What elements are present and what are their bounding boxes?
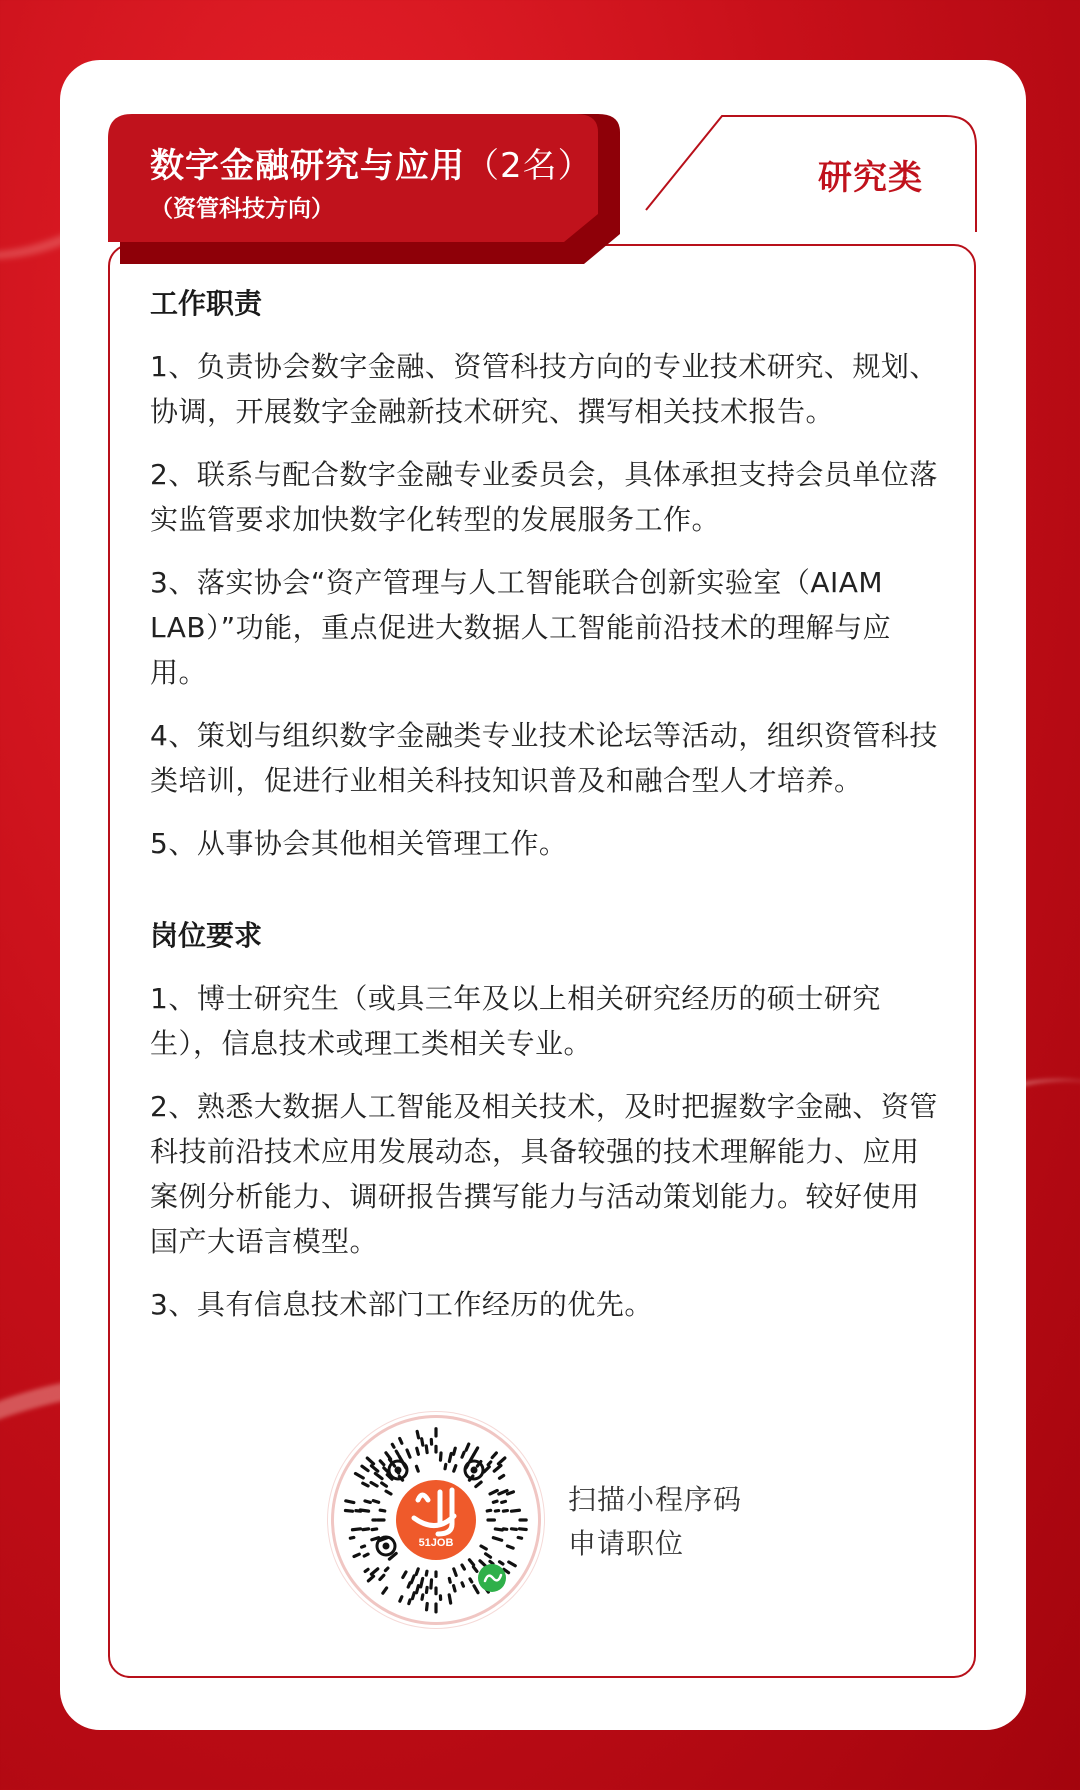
qr-module xyxy=(417,1448,419,1454)
qr-module xyxy=(462,1565,464,1569)
qr-module xyxy=(382,1483,387,1486)
job-title-text: 数字金融研究与应用 xyxy=(150,146,465,186)
qr-module xyxy=(476,1482,481,1486)
qr-module xyxy=(511,1510,519,1511)
qr-module xyxy=(412,1593,414,1599)
job-subtitle: （资管科技方向） xyxy=(150,196,334,222)
qr-module xyxy=(364,1554,368,1556)
qr-module xyxy=(498,1458,504,1464)
qr-module xyxy=(354,1554,359,1556)
qr-module xyxy=(449,1453,451,1461)
qr-module xyxy=(375,1473,382,1478)
qr-module xyxy=(380,1461,384,1465)
qr-module xyxy=(372,1529,377,1530)
qr-module xyxy=(507,1546,513,1548)
qr-module xyxy=(383,1588,387,1593)
qr-module xyxy=(416,1569,418,1575)
category-tag: 研究类 xyxy=(818,158,923,198)
qr-module xyxy=(449,1578,450,1582)
qr-module xyxy=(481,1546,486,1549)
qr-finder-dot xyxy=(395,1467,402,1474)
job-title xyxy=(150,138,593,187)
qr-module xyxy=(345,1510,352,1511)
qr-module xyxy=(486,1554,491,1557)
qr-module xyxy=(494,1466,501,1472)
mini-program-qr-code[interactable] xyxy=(334,1418,538,1622)
qr-module xyxy=(407,1450,410,1457)
qr-module xyxy=(492,1453,496,1458)
qr-module xyxy=(372,1538,379,1540)
qr-module xyxy=(480,1561,486,1566)
qr-module xyxy=(373,1501,378,1503)
qr-module xyxy=(469,1560,473,1565)
qr-module xyxy=(509,1562,516,1566)
qr-module xyxy=(449,1595,450,1603)
qr-module xyxy=(362,1466,368,1470)
qr-pattern xyxy=(334,1418,538,1622)
qr-module xyxy=(422,1595,423,1599)
qr-module xyxy=(416,1466,418,1471)
qr-module xyxy=(363,1483,368,1486)
qr-module xyxy=(499,1562,502,1564)
qr-module xyxy=(352,1529,360,1530)
qr-module xyxy=(386,1491,391,1494)
qr-module xyxy=(356,1511,361,1512)
responsibility-item: 5、从事协会其他相关管理工作。 xyxy=(150,827,568,860)
qr-module xyxy=(454,1466,456,1471)
qr-module xyxy=(490,1491,497,1494)
qr-module xyxy=(462,1452,464,1457)
qr-caption xyxy=(568,1478,742,1566)
qr-module xyxy=(363,1529,369,1530)
qr-module xyxy=(362,1546,365,1547)
qr-module xyxy=(431,1580,432,1588)
qr-module xyxy=(422,1439,423,1445)
qr-module xyxy=(466,1444,469,1450)
qr-module xyxy=(470,1579,472,1582)
qr-module xyxy=(462,1583,463,1586)
qr-module xyxy=(400,1438,402,1443)
qr-module xyxy=(371,1466,377,1471)
requirement-item: 1、博士研究生（或具三年及以上相关研究经历的硕士研究生），信息技术或理工类相关专业。 xyxy=(150,982,881,1060)
qr-module xyxy=(365,1569,368,1571)
qr-module xyxy=(426,1587,427,1592)
qr-module xyxy=(403,1572,406,1577)
responsibility-item: 1、负责协会数字金融、资管科技方向的专业技术研究、规划、协调，开展数字金融新技术研究、撰写相关技术报告。 xyxy=(150,350,938,428)
qr-module xyxy=(346,1501,354,1503)
qr-module xyxy=(380,1510,385,1511)
qr-module xyxy=(427,1604,428,1610)
requirements-heading: 岗位要求 xyxy=(150,919,263,952)
qr-finder-dot xyxy=(471,1467,478,1474)
qr-module xyxy=(473,1567,477,1571)
qr-module xyxy=(484,1467,489,1472)
title-banner xyxy=(108,114,708,264)
qr-module xyxy=(490,1561,493,1563)
qr-module xyxy=(502,1501,506,1502)
qr-module xyxy=(411,1576,414,1583)
qr-module xyxy=(400,1597,402,1601)
qr-module xyxy=(495,1529,502,1530)
qr-logo-text: 51JOB xyxy=(418,1537,454,1549)
qr-module xyxy=(421,1578,423,1586)
qr-finder-dot xyxy=(383,1543,390,1550)
qr-caption-line1: 扫描小程序码 xyxy=(568,1483,743,1516)
qr-module xyxy=(454,1569,456,1576)
qr-module xyxy=(474,1448,478,1454)
qr-module xyxy=(445,1464,446,1468)
qr-module xyxy=(355,1474,363,1478)
qr-module xyxy=(511,1529,516,1530)
qr-module xyxy=(503,1511,507,1512)
qr-caption-line2: 申请职位 xyxy=(568,1527,685,1560)
qr-module xyxy=(417,1431,418,1437)
headcount: （2名） xyxy=(465,146,593,186)
qr-module xyxy=(488,1462,491,1465)
qr-module xyxy=(368,1576,373,1581)
responsibilities-heading: 工作职责 xyxy=(150,287,263,320)
qr-module xyxy=(518,1537,521,1538)
job-description xyxy=(150,282,940,1345)
qr-module xyxy=(371,1569,377,1574)
qr-module xyxy=(408,1583,410,1587)
qr-module xyxy=(385,1568,387,1570)
qr-module xyxy=(499,1475,503,1478)
qr-module xyxy=(371,1483,377,1486)
qr-module xyxy=(365,1501,370,1502)
qr-module xyxy=(520,1529,527,1530)
qr-module xyxy=(380,1575,384,1579)
qr-module xyxy=(409,1600,410,1604)
requirement-item: 3、具有信息技术部门工作经历的优先。 xyxy=(150,1288,653,1321)
qr-module xyxy=(426,1571,427,1575)
requirement-item: 2、熟悉大数据人工智能及相关技术，及时把握数字金融、资管科技前沿技术应用发展动态，具备较强的技术理解能力、应用案例分析能力、调研报告撰写能力与活动策划能力。较好使用国产大语言模型。 xyxy=(150,1090,938,1258)
qr-module xyxy=(474,1586,478,1593)
qr-module xyxy=(350,1537,354,1538)
qr-module xyxy=(384,1468,388,1472)
responsibility-item: 2、联系与配合数字金融专业委员会，具体承担支持会员单位落实监管要求加快数字化转型的发展服务工作。 xyxy=(150,458,938,536)
qr-module xyxy=(417,1586,419,1593)
qr-module xyxy=(499,1491,507,1494)
qr-module xyxy=(487,1510,490,1511)
qr-module xyxy=(392,1444,394,1447)
responsibility-item: 3、落实协会“资产管理与人工智能联合创新实验室（AIAM LAB）”功能，重点促进大数据人工智能前沿技术的理解与应用。 xyxy=(150,566,892,689)
qr-module xyxy=(454,1448,456,1454)
qr-module xyxy=(426,1446,427,1453)
qr-module xyxy=(396,1451,398,1454)
qr-module xyxy=(386,1453,391,1459)
responsibility-item: 4、策划与组织数字金融类专业技术论坛等活动，组织资管科技类培训，促进行业相关科技知识普及和融合型人才培养。 xyxy=(150,719,938,797)
qr-module xyxy=(440,1453,441,1460)
qr-module xyxy=(454,1586,455,1591)
qr-module xyxy=(367,1458,373,1464)
qr-module xyxy=(493,1501,497,1502)
qr-module xyxy=(493,1538,501,1541)
qr-module xyxy=(507,1492,513,1494)
